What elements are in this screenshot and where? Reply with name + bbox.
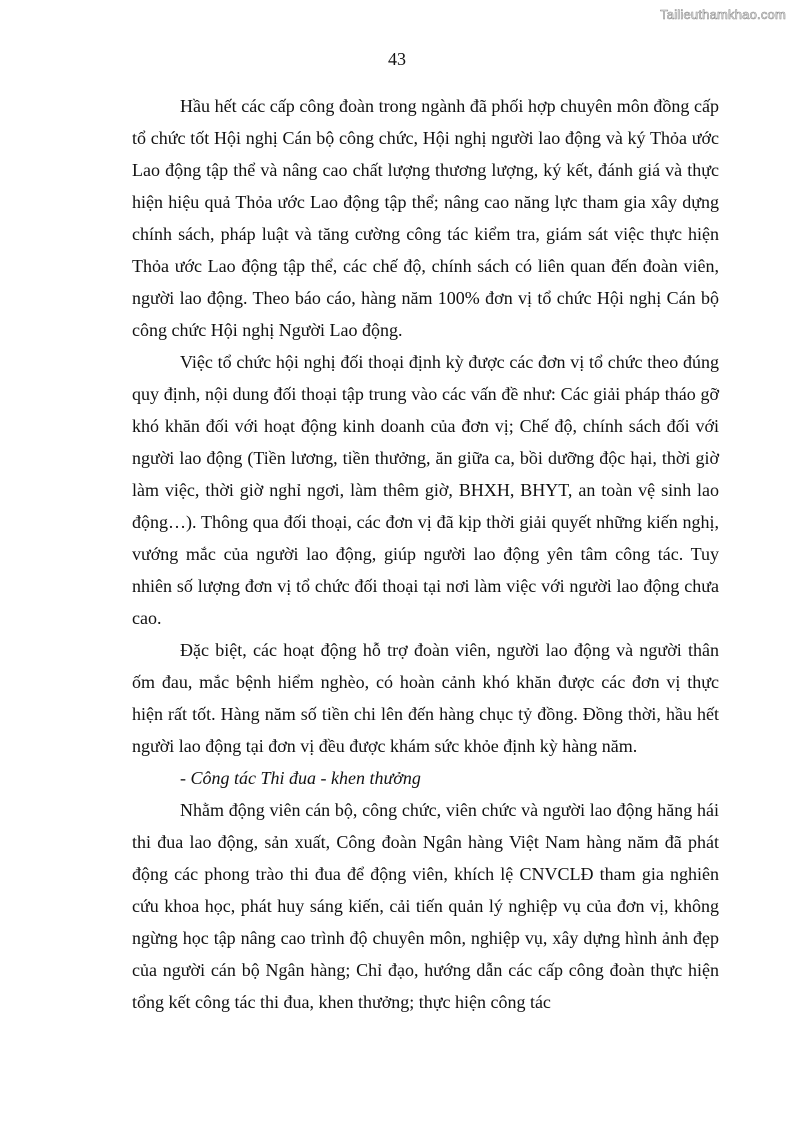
- paragraph-dialogue-conferences: Việc tổ chức hội nghị đối thoại định kỳ được các đơn vị tổ chức theo đúng quy định, nội dung đối thoại tập trung vào các vấn đề như: Các giải pháp tháo gỡ khó khăn đối với hoạt động kinh doanh của đơn vị; Chế độ, chính sách đối với người lao động (Tiền lương, tiền thưởng, ăn giữa ca, bồi dưỡng độc hại, thời giờ làm việc, thời giờ nghỉ ngơi, làm thêm giờ, BHXH, BHYT, an toàn vệ sinh lao động…). Thông qua đối thoại, các đơn vị đã kịp thời giải quyết những kiến nghị, vướng mắc của người lao động, giúp người lao động yên tâm công tác. Tuy nhiên số lượng đơn vị tổ chức đối thoại tại nơi làm việc với người lao động chưa cao.: [132, 352, 719, 628]
- paragraph-member-support: Đặc biệt, các hoạt động hỗ trợ đoàn viên, người lao động và người thân ốm đau, mắc bệnh hiểm nghèo, có hoàn cảnh khó khăn được các đơn vị thực hiện rất tốt. Hàng năm số tiền chi lên đến hàng chục tỷ đồng. Đồng thời, hầu hết người lao động tại đơn vị đều được khám sức khỏe định kỳ hàng năm.: [132, 640, 719, 756]
- section-heading-emulation-rewards: - Công tác Thi đua - khen thưởng: [180, 768, 421, 788]
- paragraph-emulation-movements: Nhằm động viên cán bộ, công chức, viên chức và người lao động hăng hái thi đua lao động, sản xuất, Công đoàn Ngân hàng Việt Nam hàng năm đã phát động các phong trào thi đua để động viên, khích lệ CNVCLĐ tham gia nghiên cứu khoa học, phát huy sáng kiến, cải tiến quản lý nghiệp vụ của đơn vị, không ngừng học tập nâng cao trình độ chuyên môn, nghiệp vụ, xây dựng hình ảnh đẹp của người cán bộ Ngân hàng; Chỉ đạo, hướng dẫn các cấp công đoàn thực hiện tổng kết công tác thi đua, khen thưởng; thực hiện công tác: [132, 800, 719, 1012]
- watermark: Tailieuthamkhao.com: [660, 7, 786, 22]
- document-body: [132, 90, 719, 1018]
- paragraph-union-coordination: Hầu hết các cấp công đoàn trong ngành đã phối hợp chuyên môn đồng cấp tổ chức tốt Hội nghị Cán bộ công chức, Hội nghị người lao động và ký Thỏa ước Lao động tập thể và nâng cao chất lượng thương lượng, ký kết, đánh giá và thực hiện hiệu quả Thỏa ước Lao động tập thể; nâng cao năng lực tham gia xây dựng chính sách, pháp luật và tăng cường công tác kiểm tra, giám sát việc thực hiện Thỏa ước Lao động tập thể, các chế độ, chính sách có liên quan đến đoàn viên, người lao động. Theo báo cáo, hàng năm 100% đơn vị tổ chức Hội nghị Cán bộ công chức Hội nghị Người Lao động.: [132, 96, 719, 340]
- page-number: 43: [388, 49, 406, 69]
